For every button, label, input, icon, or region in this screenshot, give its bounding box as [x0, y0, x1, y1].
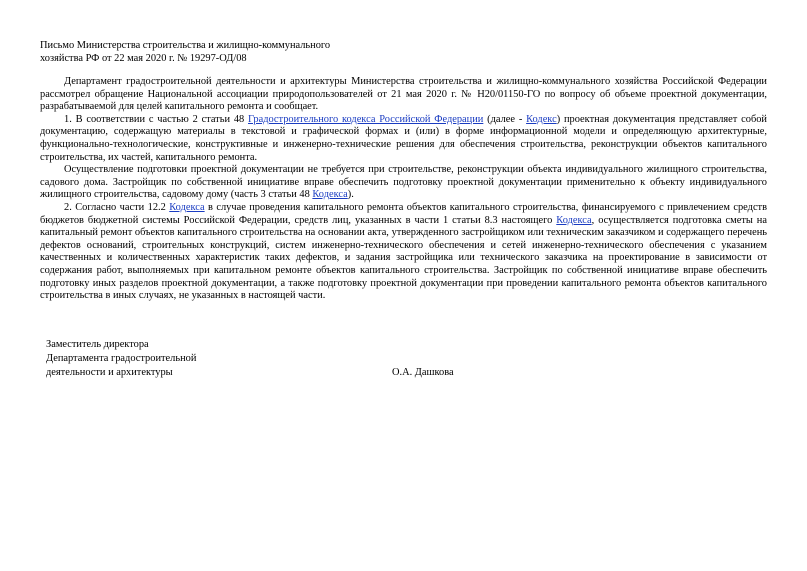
intro-paragraph: Департамент градостроительной деятельности и архитектуры Министерства строительства и жилищно-коммунального хозяйства Российской Федерации рассмотрел обращение Национальной ассоциации природопользователей от 21 мая 2020 г. № Н20/01150-ГО по вопросу об объеме проектной документации, разрабатываемой для целей капитального ремонта и сообщает. — [40, 76, 767, 113]
paragraph-1 — [40, 114, 767, 164]
paragraph-2-text-a: Осуществление подготовки проектной документации не требуется при строительстве, реконструкции объекта индивидуального жилищного строительства, садового дома. Застройщик по собственной инициативе вправе обеспечить подготовку проектной документации применительно к объекту индивидуального жилищного строительства, садовому дому (часть 3 статьи 48 — [40, 164, 767, 201]
title-line-1: Письмо Министерства строительства и жилищно-коммунального — [40, 40, 331, 51]
paragraph-2 — [40, 164, 767, 202]
title-line-2: хозяйства РФ от 22 мая 2020 г. № 19297-ОД/08 — [40, 52, 247, 64]
paragraph-3-text-c: , осуществляется подготовка сметы на капитальный ремонт объектов капитального строительства на основании акта, утвержденного застройщиком или техническим заказчиком и содержащего перечень дефектов оснований, строительных конструкций, систем инженерно-технического обеспечения и сетей инженерно-технического обеспечения с указанием качественных и количественных характеристик таких дефектов, и задания застройщика или технического заказчика на проектирование в зависимости от содержания работ, выполняемых при капитальном ремонте объектов капитального строительства. Застройщик по собственной инициативе вправе обеспечить подготовку иных разделов проектной документации, а также подготовку проектной документации при проведении капитального ремонта объектов капитального строительства в иных случаях, не указанных в настоящей части. — [40, 214, 767, 302]
kodeksa-link-1[interactable]: Кодекса — [169, 201, 205, 213]
signatory-name: О.А. Дашкова — [392, 367, 454, 378]
paragraph-1-text-c: ) проектная документация представляет собой документацию, содержащую материалы в текстовой и графической формах и (или) в форме информационной модели и определяющую архитектурные, функционально-технологические, конструктивные и инженерно-технические решения для обеспечения строительства, реконструкции объектов капитального строительства, их частей, капитального ремонта. — [40, 113, 767, 163]
paragraph-3 — [40, 202, 767, 303]
gradostroitelny-kodeks-link[interactable]: Градостроительного кодекса Российской Федерации — [248, 113, 484, 125]
kodeks-link[interactable]: Кодекс — [526, 113, 557, 125]
kodeksa-link-2[interactable]: Кодекса — [556, 214, 592, 226]
kodeksa-link[interactable]: Кодекса — [312, 189, 348, 201]
paragraph-3-text-a: 2. Согласно части 12.2 — [64, 201, 170, 213]
signature-line-1: Заместитель директора — [46, 339, 149, 350]
paragraph-3-text-b: в случае проведения капитального ремонта объектов капитального строительства, финансируемого с привлечением средств бюджетов бюджетной системы Российской Федерации, средств лиц, указанных в части 1 статьи 8.3 настоящего — [40, 201, 767, 226]
signature-line-2: Департамента градостроительной — [46, 353, 197, 364]
document-title — [40, 40, 440, 65]
paragraph-1-text-b: (далее - — [483, 113, 527, 125]
paragraph-2-text-b: ). — [347, 189, 354, 201]
signature-block — [46, 338, 486, 380]
paragraph-1-text-a: 1. В соответствии с частью 2 статьи 48 — [64, 113, 249, 125]
signature-line-3: деятельности и архитектуры — [46, 367, 173, 378]
document-body — [40, 76, 767, 303]
